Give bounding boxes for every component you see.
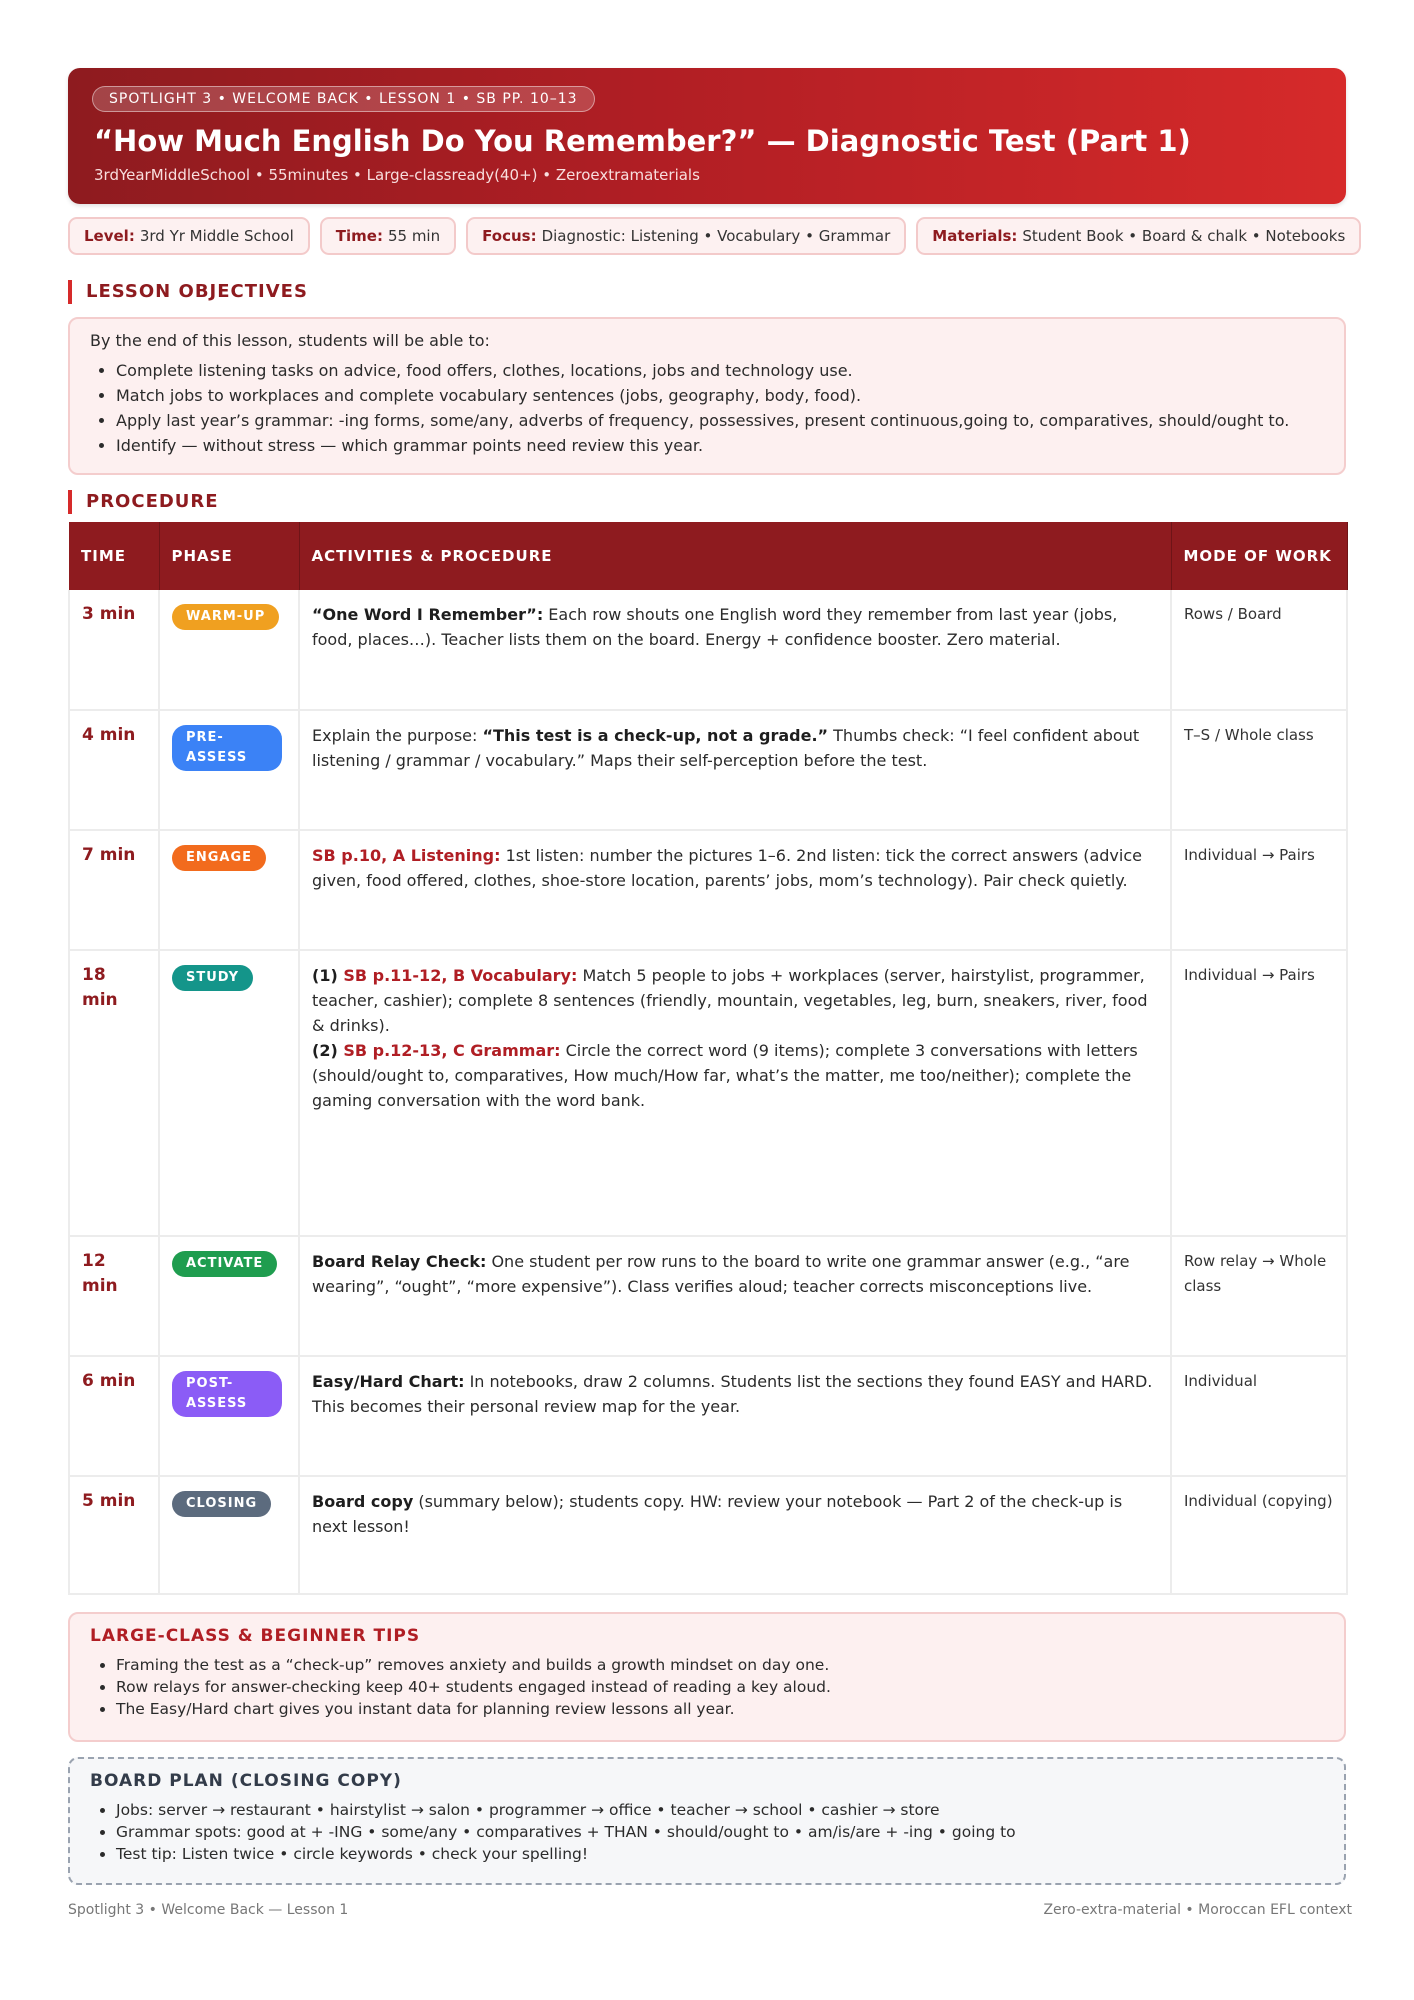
- footer-right: Zero-extra-material • Moroccan EFL context: [1043, 1902, 1352, 1918]
- row-time: 7 min: [69, 830, 159, 950]
- board-plan-item: • Grammar spots: good at + -ING • some/any • comparatives + THAN • should/ought to • am/is/are + -ing • going to: [116, 1821, 1324, 1843]
- column-header: PHASE: [159, 522, 299, 590]
- info-chips: [68, 217, 1361, 255]
- objective-item: • Apply last year’s grammar: -ing forms, some/any, adverbs of frequency, possessives, present continuous,going to, comparatives, should/ought to.: [116, 408, 1324, 433]
- table-row: [69, 1356, 1347, 1476]
- footer-left: Spotlight 3 • Welcome Back — Lesson 1: [68, 1902, 349, 1918]
- chip-time: Time: 55 min: [320, 217, 456, 255]
- objective-item: • Match jobs to workplaces and complete vocabulary sentences (jobs, geography, body, food).: [116, 383, 1324, 408]
- row-mode: Individual → Pairs: [1171, 950, 1347, 1236]
- board-plan-item: • Test tip: Listen twice • circle keywords • check your spelling!: [116, 1843, 1324, 1865]
- row-activity: (1) SB p.11-12, B Vocabulary: Match 5 people to jobs + workplaces (server, hairstylist, programmer, teacher, cashier); complete 8 sentences (friendly, mountain, vegetables, leg, burn, sneakers, river, food & drinks). (2) SB p.12-13, C Grammar: Circle the correct word (9 items); complete 3 conversations with letters (should/ought to, comparatives, How much/How far, what’s the matter, me too/neither); complete the gaming conversation with the word bank.: [299, 950, 1171, 1236]
- table-row: [69, 710, 1347, 830]
- phase-badge: ENGAGE: [172, 845, 266, 871]
- column-header: MODE OF WORK: [1171, 522, 1347, 590]
- procedure-table: [68, 522, 1348, 1595]
- objectives-heading: LESSON OBJECTIVES: [68, 280, 308, 304]
- row-activity: “One Word I Remember”: Each row shouts one English word they remember from last year (jobs, food, places…). Teacher lists them on the board. Energy + confidence booster. Zero material.: [299, 590, 1171, 710]
- table-row: [69, 950, 1347, 1236]
- phase-badge: PRE-ASSESS: [172, 725, 282, 771]
- chip-materials: Materials: Student Book • Board & chalk • Notebooks: [916, 217, 1361, 255]
- phase-badge: STUDY: [172, 965, 253, 991]
- tips-heading: LARGE-CLASS & BEGINNER TIPS: [90, 1626, 421, 1646]
- column-header: TIME: [69, 522, 159, 590]
- tip-item: • Framing the test as a “check-up” removes anxiety and builds a growth mindset on day one.: [116, 1654, 1324, 1676]
- board-plan-list: [90, 1799, 1324, 1865]
- row-activity: SB p.10, A Listening: 1st listen: number the pictures 1–6. 2nd listen: tick the correct answers (advice given, food offered, clothes, shoe-store location, parents’ jobs, mom’s technology). Pair check quietly.: [299, 830, 1171, 950]
- phase-badge: WARM-UP: [172, 604, 279, 630]
- objective-item: • Complete listening tasks on advice, food offers, clothes, locations, jobs and technology use.: [116, 358, 1324, 383]
- tip-item: • The Easy/Hard chart gives you instant data for planning review lessons all year.: [116, 1698, 1324, 1720]
- lesson-title: “How Much English Do You Remember?” — Diagnostic Test (Part 1): [94, 124, 1191, 158]
- row-mode: Individual (copying): [1171, 1476, 1347, 1594]
- procedure-heading: PROCEDURE: [68, 490, 219, 514]
- tips-list: [90, 1654, 1324, 1720]
- row-time: 6 min: [69, 1356, 159, 1476]
- row-mode: Row relay → Whole class: [1171, 1236, 1347, 1356]
- objective-item: • Identify — without stress — which grammar points need review this year.: [116, 433, 1324, 458]
- board-plan-item: • Jobs: server → restaurant • hairstylist → salon • programmer → office • teacher → school • cashier → store: [116, 1799, 1324, 1821]
- objectives-intro: By the end of this lesson, students will be able to:: [90, 331, 490, 350]
- row-time: 5 min: [69, 1476, 159, 1594]
- row-time: 18 min: [69, 950, 159, 1236]
- objectives-list: [90, 358, 1324, 458]
- row-mode: Individual → Pairs: [1171, 830, 1347, 950]
- row-mode: Rows / Board: [1171, 590, 1347, 710]
- row-activity: Easy/Hard Chart: In notebooks, draw 2 columns. Students list the sections they found EASY and HARD. This becomes their personal review map for the year.: [299, 1356, 1171, 1476]
- lesson-subtitle: 3rdYearMiddleSchool • 55minutes • Large-classready(40+) • Zeroextramaterials: [94, 166, 700, 184]
- tips-box: [68, 1612, 1346, 1742]
- row-activity: Explain the purpose: “This test is a check-up, not a grade.” Thumbs check: “I feel confident about listening / grammar / vocabulary.” Maps their self-perception before the test.: [299, 710, 1171, 830]
- row-time: 4 min: [69, 710, 159, 830]
- row-activity: Board Relay Check: One student per row runs to the board to write one grammar answer (e.g., “are wearing”, “ought”, “more expensive”). Class verifies aloud; teacher corrects misconceptions live.: [299, 1236, 1171, 1356]
- lesson-header: [68, 68, 1346, 204]
- table-row: [69, 830, 1347, 950]
- table-row: [69, 590, 1347, 710]
- board-plan-heading: BOARD PLAN (CLOSING COPY): [90, 1771, 402, 1791]
- row-time: 3 min: [69, 590, 159, 710]
- row-mode: Individual: [1171, 1356, 1347, 1476]
- row-activity: Board copy (summary below); students copy. HW: review your notebook — Part 2 of the check-up is next lesson!: [299, 1476, 1171, 1594]
- chip-focus: Focus: Diagnostic: Listening • Vocabulary • Grammar: [466, 217, 906, 255]
- chip-level: Level: 3rd Yr Middle School: [68, 217, 310, 255]
- board-plan-box: [68, 1757, 1346, 1885]
- table-row: [69, 1476, 1347, 1594]
- table-header-row: [69, 522, 1347, 590]
- lesson-tagline: SPOTLIGHT 3 • WELCOME BACK • LESSON 1 • SB PP. 10–13: [92, 86, 595, 112]
- table-row: [69, 1236, 1347, 1356]
- row-time: 12 min: [69, 1236, 159, 1356]
- column-header: ACTIVITIES & PROCEDURE: [299, 522, 1171, 590]
- objectives-box: [68, 317, 1346, 475]
- row-mode: T–S / Whole class: [1171, 710, 1347, 830]
- phase-badge: CLOSING: [172, 1491, 271, 1517]
- tip-item: • Row relays for answer-checking keep 40+ students engaged instead of reading a key aloud.: [116, 1676, 1324, 1698]
- phase-badge: ACTIVATE: [172, 1251, 277, 1277]
- phase-badge: POST-ASSESS: [172, 1371, 282, 1417]
